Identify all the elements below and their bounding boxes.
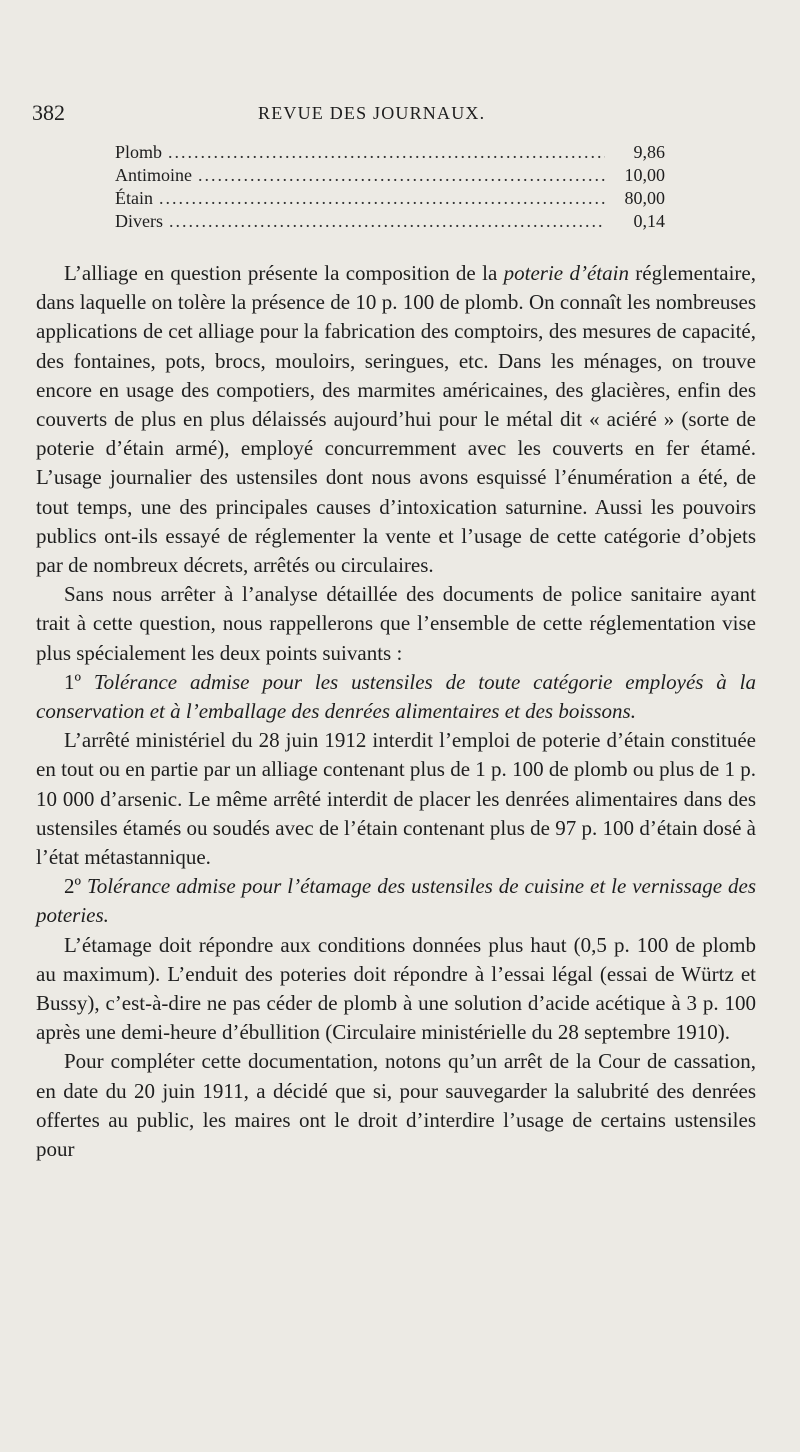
paragraph-arrete: L’arrêté ministériel du 28 juin 1912 interdit l’emploi de poterie d’étain constituée en tout ou en partie par un alliage contenant plus de 1 p. 100 de plomb ou plus de 1 p. 10 000 d’arsenic. Le même arrêté interdit de placer les denrées alimentaires dans des ustensiles étamés ou soudés avec de l’étain contenant plus de 97 p. 100 d’étain dosé à l’état métastannique. bbox=[36, 728, 756, 870]
dot-leader bbox=[159, 188, 605, 209]
running-title: REVUE DES JOURNAUX. bbox=[258, 103, 486, 123]
paragraph-text: réglementaire, dans laquelle on tolère la présence de 10 p. 100 de plomb. On connaît les nombreuses applications de cet alliage pour la fabrication des comptoirs, des mesures de capacité, des fontaines, pots, brocs, mouloirs, seringues, etc. Dans les ménages, on trouve encore en usage des compotiers, des marmites américaines, des glacières, enfin des couverts de plus en plus délaissés aujourd’hui pour le métal dit « aciéré » (sorte de poterie d’étain armé), employé concurremment avec les couverts en fer étamé. L’usage journalier des ustensiles dont nous avons esquissé l’énumération a été, de tout temps, une des principales causes d’intoxication saturnine. Aussi les pouvoirs publics ont-ils essayé de réglementer la vente et l’usage de cette catégorie d’objets par de nombreux décrets, arrêtés ou circulaires. bbox=[36, 261, 756, 578]
paragraph-cassation: Pour compléter cette documentation, notons qu’un arrêt de la Cour de cassation, en date du 20 juin 1911, a décidé que si, pour sauvegarder la salubrité des denrées offertes au public, les maires ont le droit d’interdire l’usage de certains ustensiles pour bbox=[36, 1049, 756, 1162]
section-heading-1 bbox=[36, 668, 756, 726]
composition-table bbox=[115, 142, 665, 234]
composition-value: 0,14 bbox=[633, 211, 665, 231]
heading-text: Tolérance admise pour l’étamage des ustensiles de cuisine et le vernissage des poteries. bbox=[36, 874, 757, 928]
heading-number: 2º bbox=[64, 874, 87, 899]
paragraph-regulation: Sans nous arrêter à l’analyse détaillée des documents de police sanitaire ayant trait à cette question, nous rappellerons que l’ensemble de cette réglementation vise plus spécialement les deux points suivants : bbox=[36, 582, 756, 665]
composition-value: 10,00 bbox=[624, 165, 665, 185]
paragraph-etamage: L’étamage doit répondre aux conditions données plus haut (0,5 p. 100 de plomb au maximum). L’enduit des poteries doit répondre à l’essai légal (essai de Würtz et Bussy), c’est-à-dire ne pas céder de plomb à une solution d’acide acétique à 3 p. 100 après une demi-heure d’ébullition (Circulaire ministérielle du 28 septembre 1910). bbox=[36, 932, 756, 1045]
dot-leader bbox=[198, 165, 605, 186]
composition-name: Étain bbox=[115, 188, 153, 208]
composition-name: Plomb bbox=[115, 142, 163, 162]
heading-number: 1º bbox=[64, 669, 94, 694]
composition-value: 80,00 bbox=[624, 188, 665, 208]
paragraph-alloy bbox=[36, 259, 756, 580]
body-text bbox=[36, 259, 756, 1164]
dot-leader bbox=[169, 211, 605, 232]
composition-row bbox=[115, 188, 665, 211]
composition-name: Antimoine bbox=[115, 165, 192, 185]
section-heading-2 bbox=[36, 872, 756, 930]
paragraph-text: L’alliage en question présente la composition de la bbox=[64, 261, 504, 285]
composition-row bbox=[115, 165, 665, 188]
page-number: 382 bbox=[32, 100, 65, 125]
dot-leader bbox=[168, 142, 605, 163]
composition-row bbox=[115, 211, 665, 234]
page-header bbox=[32, 100, 760, 130]
composition-row bbox=[115, 142, 665, 165]
heading-text: Tolérance admise pour les ustensiles de toute catégorie employés à la conservation et à l’emballage des denrées alimentaires et des boissons. bbox=[36, 669, 757, 724]
composition-value: 9,86 bbox=[633, 142, 665, 162]
emphasis-poterie: poterie d’étain bbox=[503, 261, 629, 285]
composition-name: Divers bbox=[115, 211, 163, 231]
